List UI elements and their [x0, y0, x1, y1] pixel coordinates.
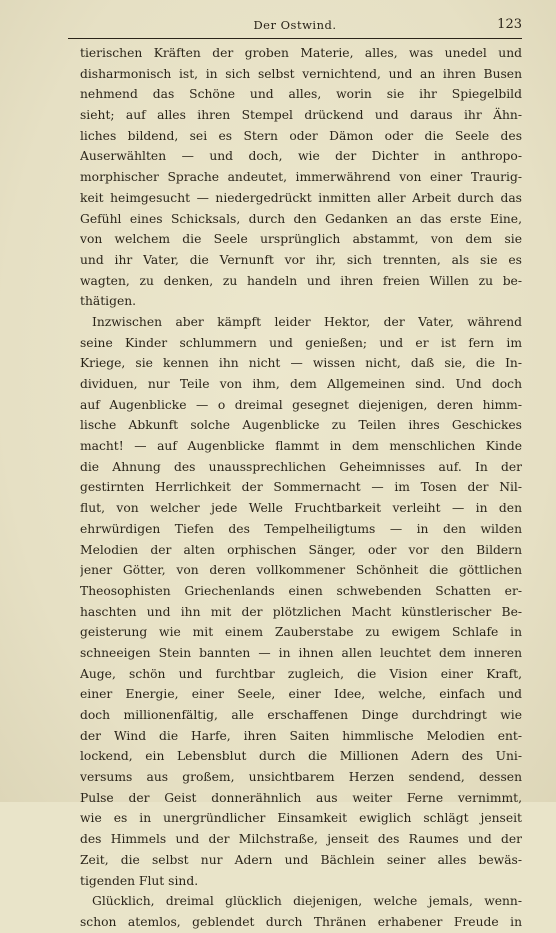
text-line: schneeigen Stein bannten — in ihnen allen leuchtet dem inneren	[80, 645, 522, 660]
text-line: thätigen.	[80, 294, 137, 309]
text-line: Gefühl eines Schicksals, durch den Gedanken an das erste Eine,	[80, 211, 522, 226]
text-line: einer Energie, einer Seele, einer Idee, welche, einfach und	[80, 687, 522, 702]
text-line: disharmonisch ist, in sich selbst vernichtend, und an ihren Busen	[80, 66, 522, 81]
text-line: lockend, ein Lebensblut durch die Millionen Adern des Uni-	[80, 749, 522, 764]
body-text	[80, 43, 522, 933]
text-line: und ihr Vater, die Vernunft vor ihr, sich trennten, als sie es	[80, 252, 522, 267]
text-line: von welchem die Seele ursprünglich abstammt, von dem sie	[80, 232, 522, 247]
text-line: morphischer Sprache andeutet, immerwährend von einer Traurig-	[80, 170, 522, 185]
page-header	[68, 14, 522, 36]
text-line: dividuen, nur Teile von ihm, dem Allgemeinen sind. Und doch	[80, 377, 522, 391]
text-line: versums aus großem, unsichtbarem Herzen sendend, dessen	[80, 770, 522, 785]
text-line: nehmend das Schöne und alles, worin sie ihr Spiegelbild	[80, 87, 522, 102]
text-line: haschten und ihn mit der plötzlichen Macht künstlerischer Be-	[80, 604, 522, 619]
text-line: jener Götter, von deren vollkommener Schönheit die göttlichen	[80, 563, 522, 578]
text-line: Zeit, die selbst nur Adern und Bächlein seiner alles bewäs-	[80, 852, 522, 867]
text-line: flut, von welcher jede Welle Fruchtbarkeit verleiht — in den	[80, 501, 522, 516]
text-line: wie es in unergründlicher Einsamkeit ewiglich schlägt jenseit	[80, 811, 522, 826]
text-line: Pulse der Geist donnerähnlich aus weiter Ferne vernimmt,	[80, 790, 522, 805]
text-line: ehrwürdigen Tiefen des Tempelheiligtums — in den wilden	[80, 521, 522, 536]
text-line: Auserwählten — und doch, wie der Dichter in anthropo-	[80, 149, 522, 164]
text-line: doch millionenfältig, alle erschaffenen Dinge durchdringt wie	[80, 708, 522, 722]
text-line: auf Augenblicke — o dreimal gesegnet diejenigen, deren himm-	[80, 397, 522, 412]
text-line: gestirnten Herrlichkeit der Sommernacht — im Tosen der Nil-	[80, 480, 522, 495]
text-line: sieht; auf alles ihren Stempel drückend und daraus ihr Ähn-	[80, 108, 522, 123]
text-line: liches bildend, sei es Stern oder Dämon oder die Seele des	[80, 128, 522, 143]
text-line: Auge, schön und furchtbar zugleich, die Vision einer Kraft,	[80, 666, 522, 681]
text-line: der Wind die Harfe, ihren Saiten himmlische Melodien ent-	[80, 728, 522, 743]
text-line: Glücklich, dreimal glücklich diejenigen, welche jemals, wenn-	[92, 894, 522, 909]
text-line: geisterung wie mit einem Zauberstabe zu ewigem Schlafe in	[80, 625, 522, 640]
text-line: schon atemlos, geblendet durch Thränen erhabener Freude in	[80, 914, 522, 929]
text-line: Melodien der alten orphischen Sänger, oder vor den Bildern	[80, 542, 522, 557]
text-line: die Ahnung des unaussprechlichen Geheimnisses auf. In der	[80, 459, 522, 474]
text-line: tierischen Kräften der groben Materie, alles, was unedel und	[80, 46, 522, 60]
text-line: des Himmels und der Milchstraße, jenseit des Raumes und der	[80, 832, 522, 847]
running-title: Der Ostwind.	[253, 18, 337, 32]
text-line: lische Abkunft solche Augenblicke zu Teilen ihres Geschickes	[80, 418, 522, 433]
header-rule	[68, 38, 522, 39]
text-line: Theosophisten Griechenlands einen schwebenden Schatten er-	[80, 583, 522, 598]
text-line: wagten, zu denken, zu handeln und ihren freien Willen zu be-	[80, 273, 522, 288]
text-line: seine Kinder schlummern und genießen; und er ist fern im	[80, 335, 522, 350]
page-number: 123	[497, 17, 522, 32]
text-line: keit heimgesucht — niedergedrückt inmitten aller Arbeit durch das	[80, 190, 522, 205]
text-line: Inzwischen aber kämpft leider Hektor, der Vater, während	[92, 314, 522, 329]
text-line: macht! — auf Augenblicke flammt in dem menschlichen Kinde	[80, 439, 522, 454]
text-line: tigenden Flut sind.	[80, 873, 199, 888]
text-line: Kriege, sie kennen ihn nicht — wissen nicht, daß sie, die In-	[80, 356, 522, 371]
